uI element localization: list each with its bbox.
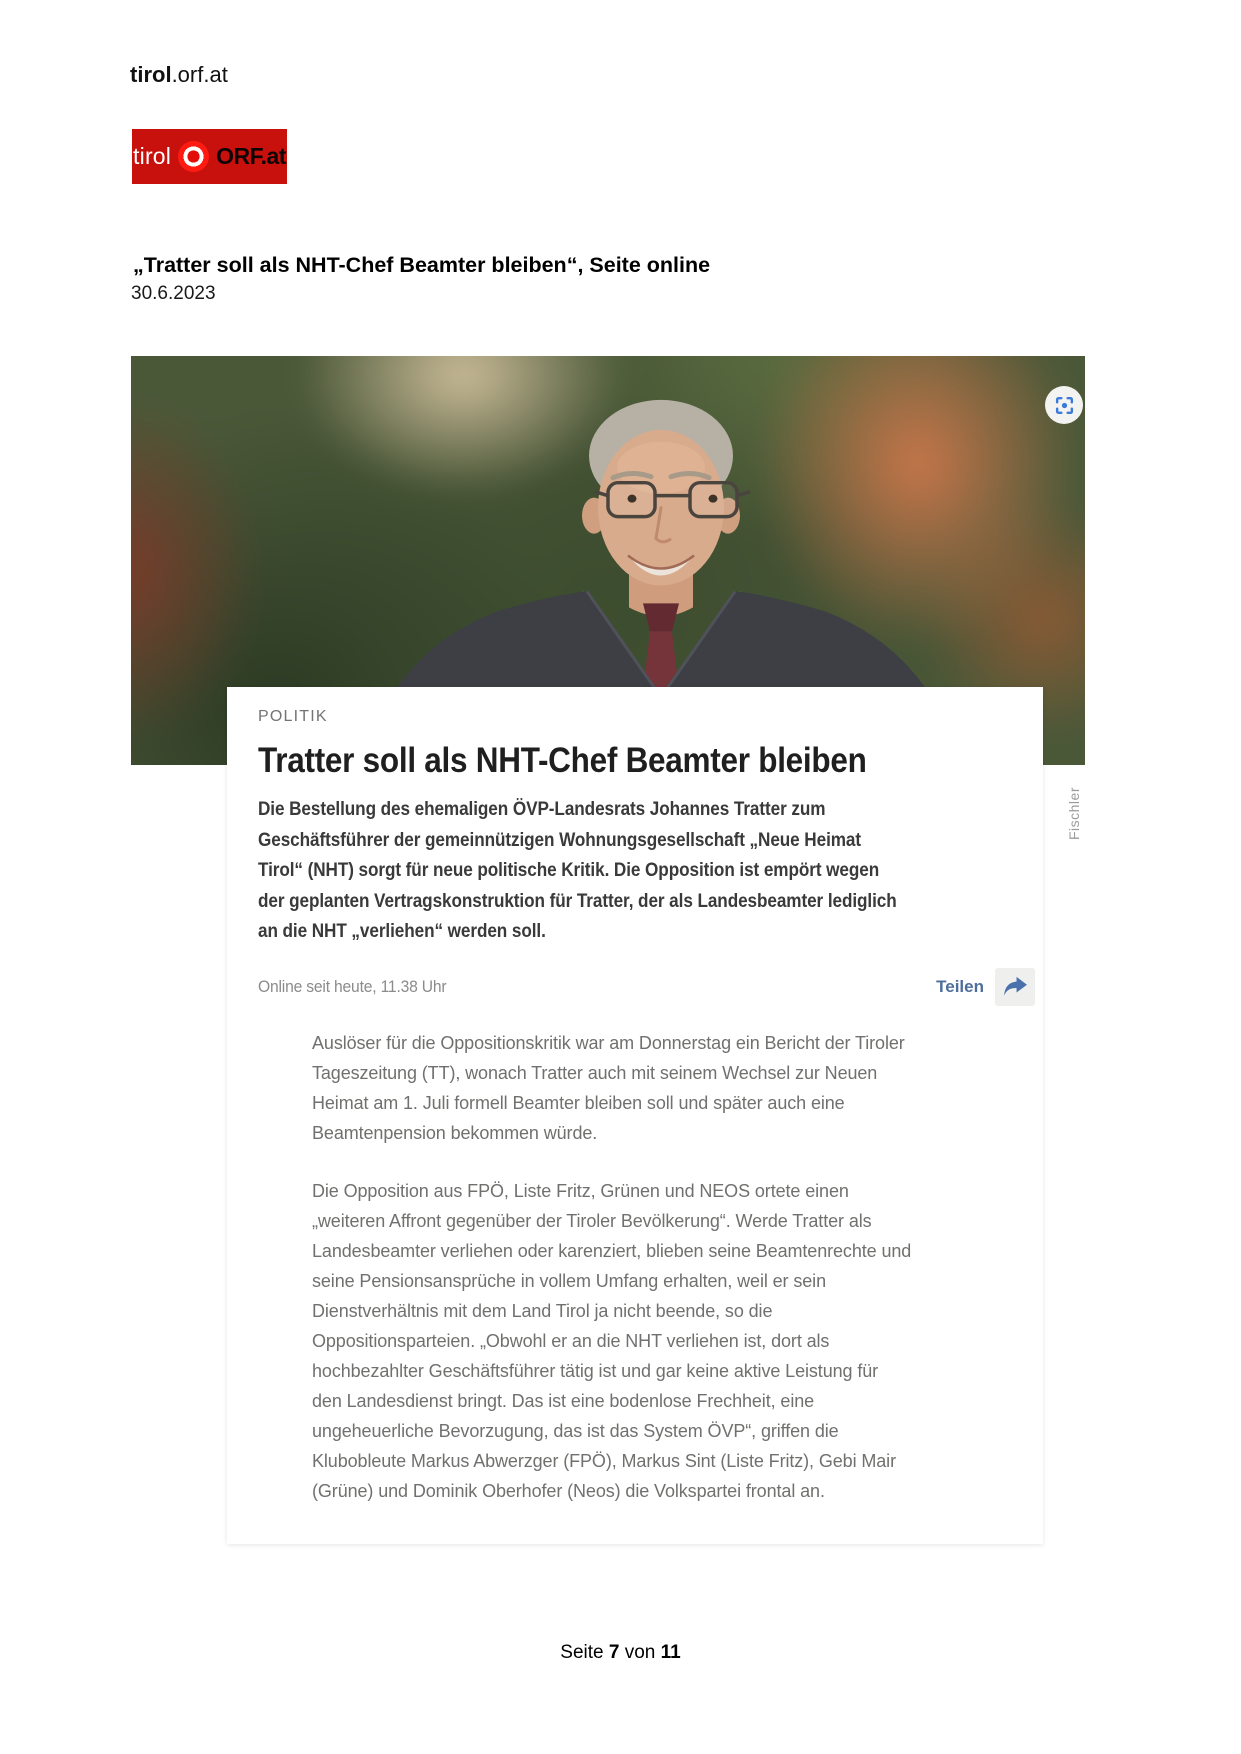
share-button[interactable] [936,968,1035,1006]
image-zoom-button[interactable] [1045,386,1083,424]
image-zoom-icon [1054,395,1075,416]
share-label: Teilen [936,976,984,996]
body-paragraph: Die Opposition aus FPÖ, Liste Fritz, Grünen und NEOS ortete einen „weiteren Affront gegenüber der Tiroler Bevölkerung“. Werde Tratter als Landesbeamter verliehen oder karenziert, blieben seine Beamtenrechte und seine Pensionsansprüche in vollem Umfang erhalten, weil er sein Dienstverhältnis mit dem Land Tirol ja nicht beende, so die Oppositionsparteien. „Obwohl er an die NHT verliehen ist, dort als hochbezahlter Geschäftsführer tätig ist und gar keine aktive Leistung für den Landesdienst bringt. Das ist eine bodenlose Frechheit, eine ungeheuerliche Bevorzugung, das ist das System ÖVP“, griffen die Klubobleute Markus Abwerzger (FPÖ), Markus Sint (Liste Fritz), Gebi Mair (Grüne) und Dominik Oberhofer (Neos) die Volkspartei frontal an. [312,1180,912,1501]
document-date: 30.6.2023 [131,283,216,304]
article-body [312,1028,912,1506]
category-label: POLITIK [258,708,328,725]
share-row [258,968,1035,1006]
footer-separator: von [619,1642,661,1663]
photo-credit: Fischler [1066,787,1082,841]
orf-tirol-logo [132,129,287,184]
footer-label: Seite [560,1642,609,1663]
document-title: „Tratter soll als NHT-Chef Beamter bleiben“, Seite online [133,253,711,277]
body-paragraph: Auslöser für die Oppositionskritik war am Donnerstag ein Bericht der Tiroler Tageszeitung (TT), wonach Tratter auch mit seinem Wechsel zur Neuen Heimat am 1. Juli formell Beamter bleiben soll und später auch eine Beamtenpension bekommen würde. [312,1032,905,1143]
share-arrow-icon [1003,976,1028,997]
logo-brand-text: ORF.at [216,143,286,169]
footer-total-pages: 11 [660,1642,681,1663]
share-icon-box [995,968,1035,1006]
orf-eye-icon [178,141,209,172]
publish-time: Online seit heute, 11.38 Uhr [258,976,447,996]
logo-region-text: tirol [133,143,172,169]
article-card [227,687,1043,1544]
footer-page-number: 7 [608,1642,620,1663]
site-label-bold: tirol [130,62,172,87]
site-label [130,62,228,88]
article-headline: Tratter soll als NHT-Chef Beamter bleiben [258,741,867,780]
site-label-rest: .orf.at [171,62,228,87]
page-footer [0,1642,1241,1664]
article-lead: Die Bestellung des ehemaligen ÖVP-Landesrats Johannes Tratter zum Geschäftsführer der gemeinnützigen Wohnungsgesellschaft „Neue Heimat Tirol“ (NHT) sorgt für neue politische Kritik. Die Opposition ist empört wegen der geplanten Vertragskonstruktion für Tratter, der als Landesbeamter lediglich an die NHT „verliehen“ werden soll. [258,798,897,942]
